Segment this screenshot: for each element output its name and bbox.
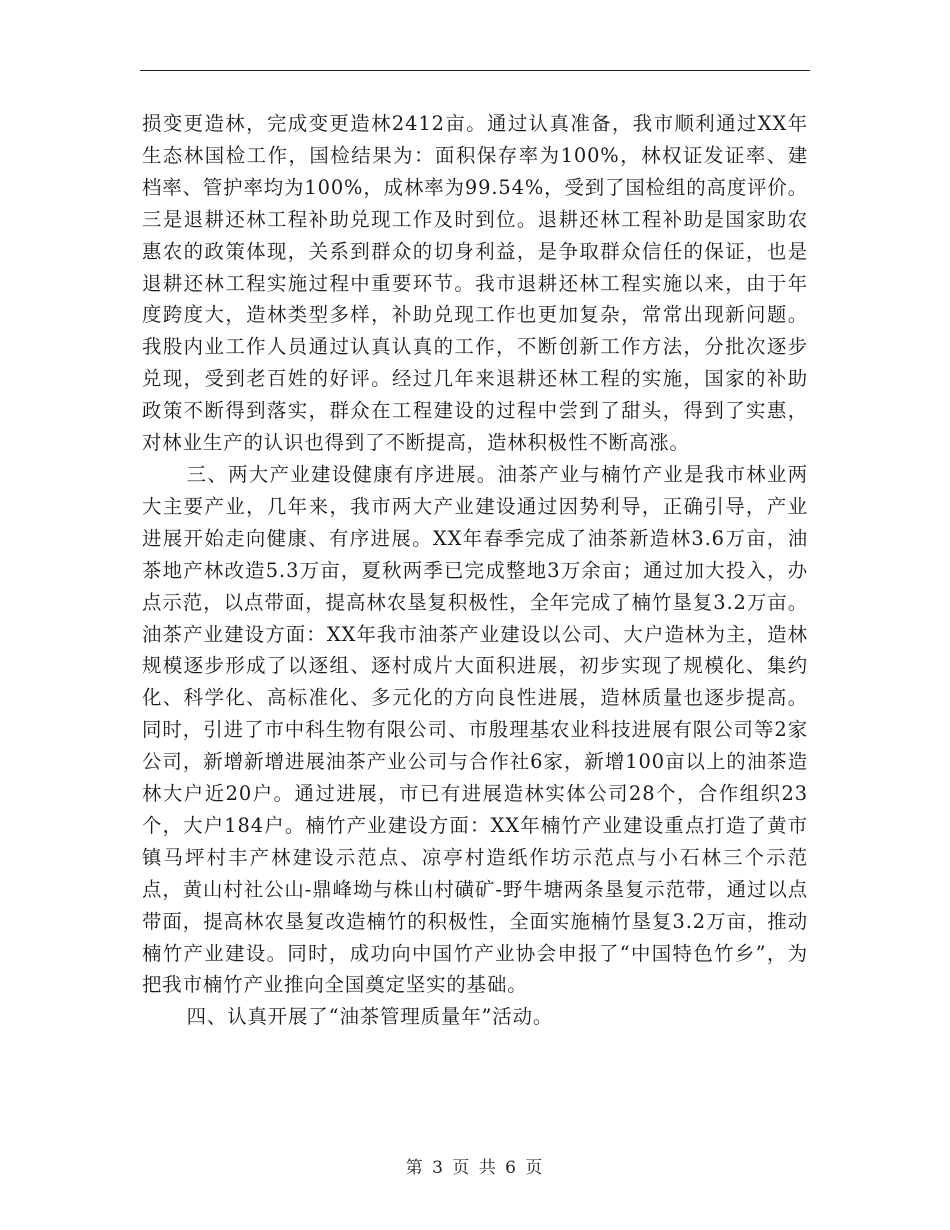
page-number: 第 3 页 共 6 页 — [405, 1158, 545, 1178]
header-rule — [140, 70, 810, 71]
paragraph-continuation: 损变更造林，完成变更造林2412亩。通过认真准备，我市顺利通过XX年生态林国检工作，国检结果为：面积保存率为100%，林权证发证率、建档率、管护率均为100%，成林率为99.54%，受到了国检组的高度评价。三是退耕还林工程补助兑现工作及时到位。退耕还林工程补助是国家助农惠农的政策体现，关系到群众的切身利益，是争取群众信任的保证，也是退耕还林工程实施过程中重要环节。我市退耕还林工程实施以来，由于年度跨度大，造林类型多样，补助兑现工作也更加复杂，常常出现新问题。我股内业工作人员通过认真认真的工作，不断创新工作方法，分批次逐步兑现，受到老百姓的好评。经过几年来退耕还林工程的实施，国家的补助政策不断得到落实，群众在工程建设的过程中尝到了甜头，得到了实惠，对林业生产的认识也得到了不断提高，造林积极性不断高涨。 — [142, 112, 808, 455]
document-body — [142, 108, 808, 1033]
paragraph-quality-year: 四、认真开展了“油茶管理质量年”活动。 — [186, 1005, 554, 1029]
paragraph-industry-development: 三、两大产业建设健康有序进展。油茶产业与楠竹产业是我市林业两大主要产业，几年来，我市两大产业建设通过因势利导，正确引导，产业进展开始走向健康、有序进展。XX年春季完成了油茶新造林3.6万亩，油茶地产林改造5.3万亩，夏秋两季已完成整地3万余亩；通过加大投入，办点示范，以点带面，提高林农垦复积极性，全年完成了楠竹垦复3.2万亩。油茶产业建设方面：XX年我市油茶产业建设以公司、大户造林为主，造林规模逐步形成了以逐组、逐村成片大面积进展，初步实现了规模化、集约化、科学化、高标准化、多元化的方向良性进展，造林质量也逐步提高。同时，引进了市中科生物有限公司、市殷理基农业科技进展有限公司等2家公司，新增新增进展油茶产业公司与合作社6家，新增100亩以上的油茶造林大户近20户。通过进展，市已有进展造林实体公司28个，合作组织23个，大户184户。楠竹产业建设方面：XX年楠竹产业建设重点打造了黄市镇马坪村丰产林建设示范点、凉亭村造纸作坊示范点与小石林三个示范点，黄山村社公山-鼎峰坳与株山村磺矿-野牛塘两条垦复示范带，通过以点带面，提高林农垦复改造楠竹的积极性，全面实施楠竹垦复3.2万亩，推动楠竹产业建设。同时，成功向中国竹产业协会申报了“中国特色竹乡”，为把我市楠竹产业推向全国奠定坚实的基础。 — [142, 462, 808, 997]
